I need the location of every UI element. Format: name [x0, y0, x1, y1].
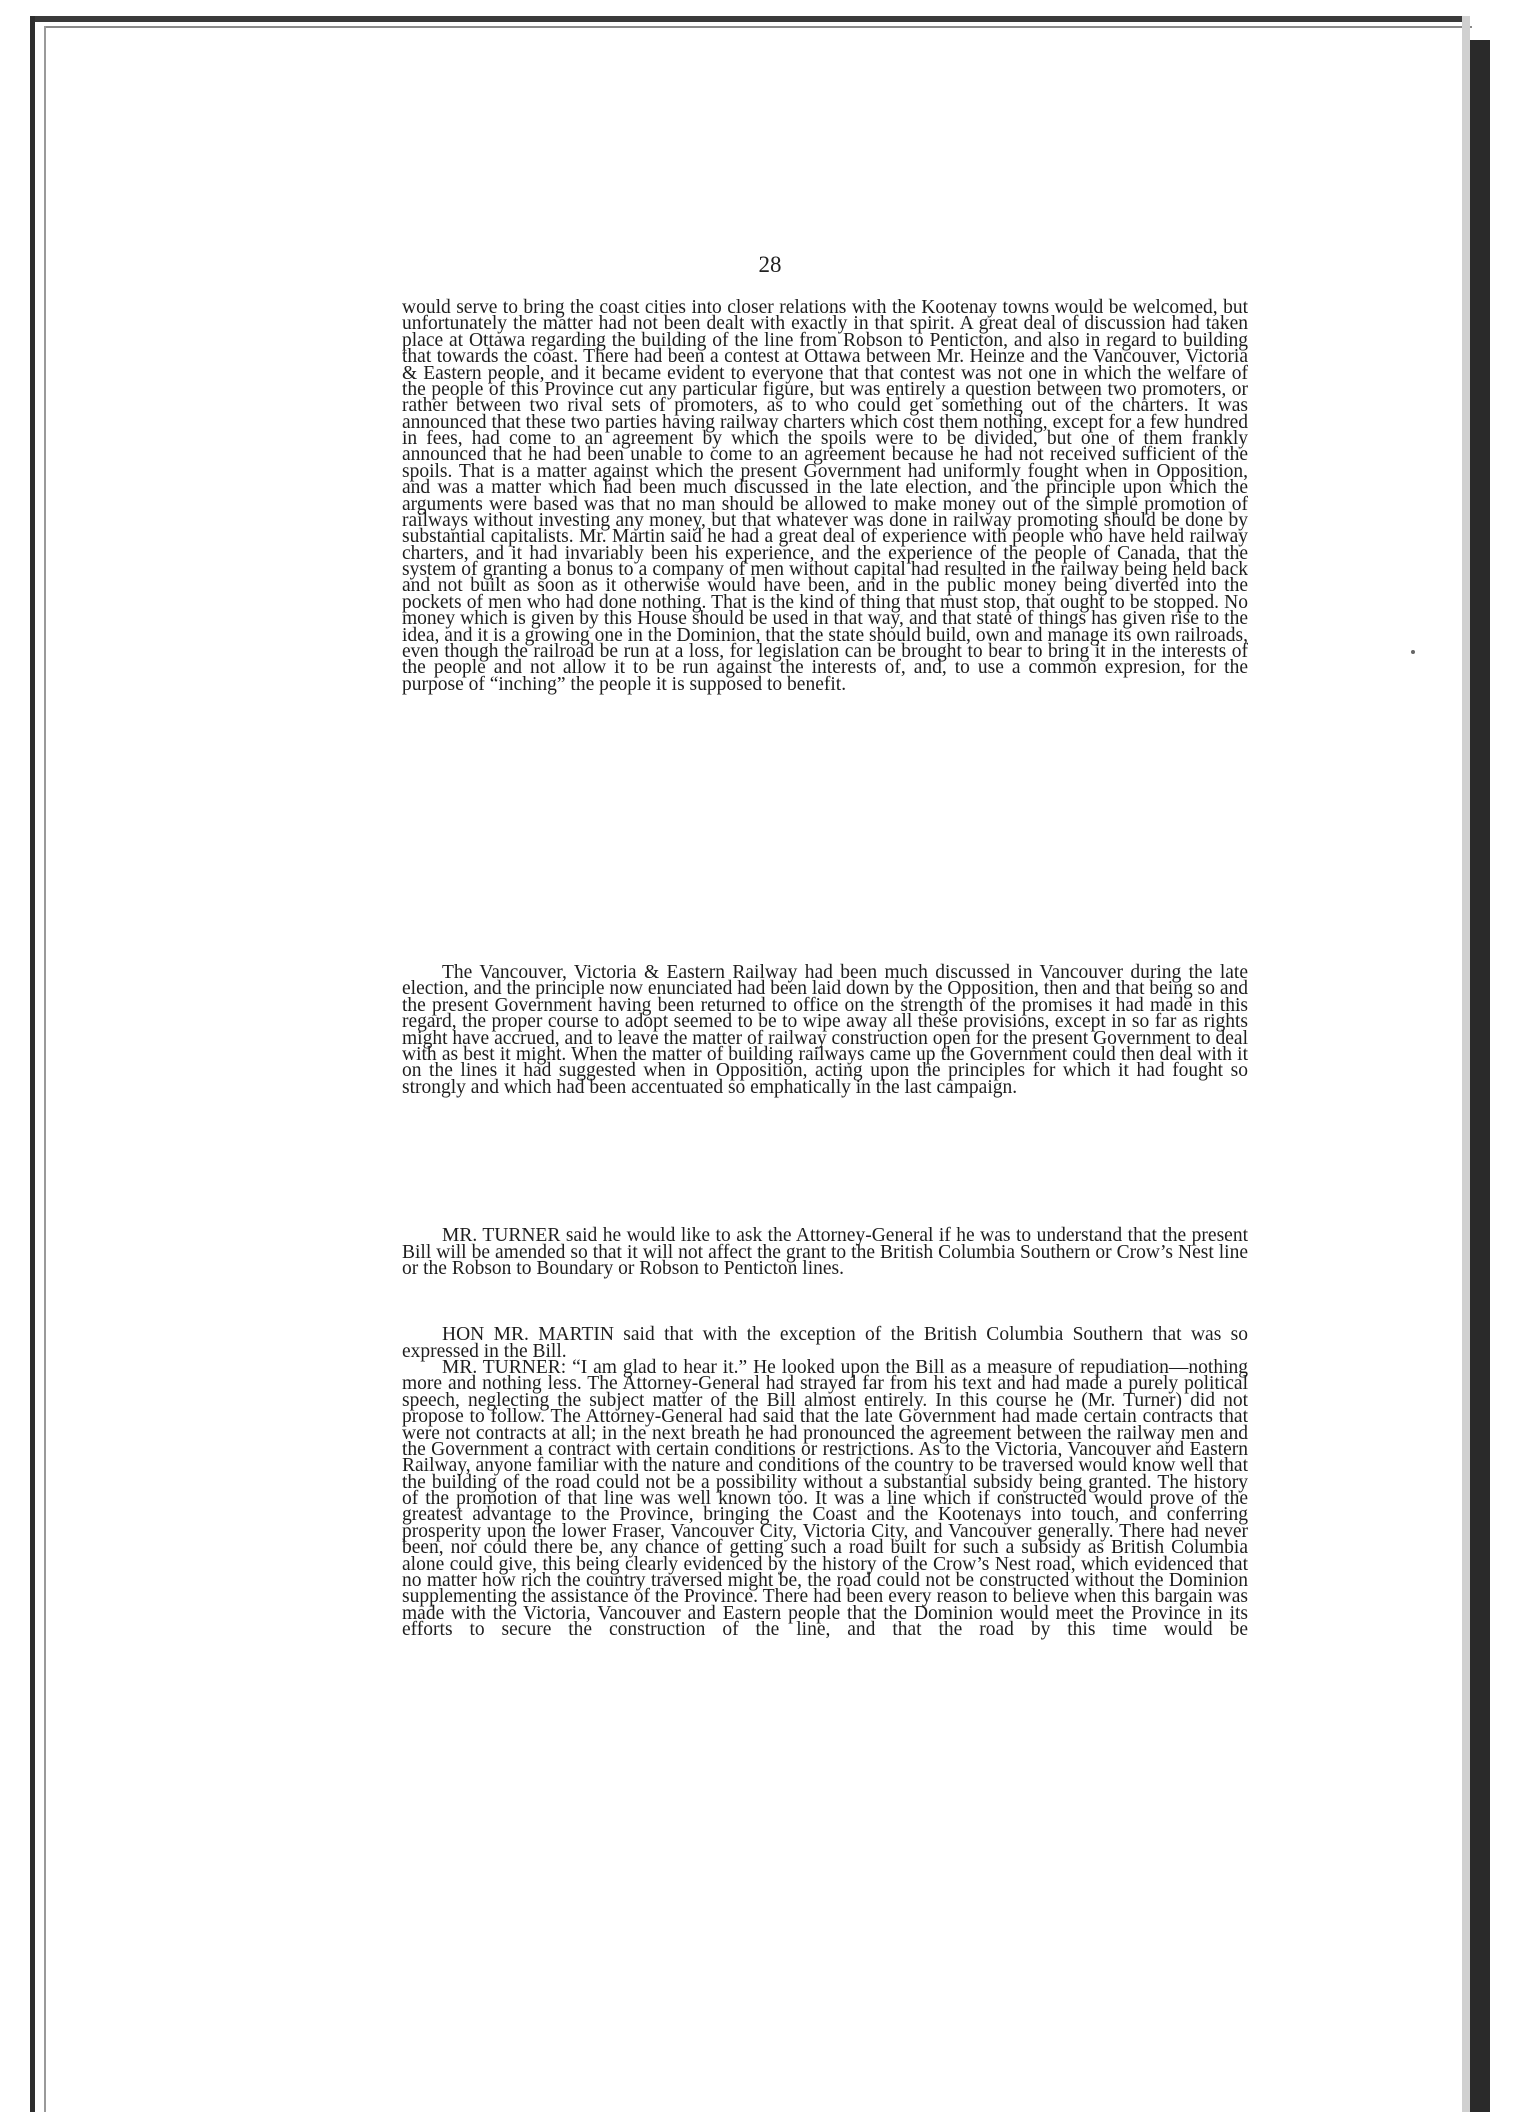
paragraph: MR. TURNER: “I am glad to hear it.” He looked upon the Bill as a measure of repudiation—nothing more and nothing less. The Attorney-General had strayed far from his text and had made a purely political speech, neglecting the subject matter of the Bill almost entirely. In this course he (Mr. Turner) did not propose to follow. The Attorney-General had said that the late Government had made certain contracts that were not contracts at all; in the next breath he had pronounced the agreement between the railway men and the Government a contract with certain conditions or restrictions. As to the Victoria, Vancouver and Eastern Railway, anyone familiar with the nature and conditions of the country to be traversed would know well that the building of the road could not be a possibility without a substantial subsidy being granted. The history of the promotion of that line was well known too. It was a line which if constructed would prove of the greatest advantage to the Province, bringing the Coast and the Kootenays into touch, and conferring prosperity upon the lower Fraser, Vancouver City, Victoria City, and Vancouver generally. There had never been, nor could there be, any chance of getting such a road built for such a subsidy as British Columbia alone could give, this being clearly evidenced by the history of the Crow’s Nest road, which evidenced that no matter how rich the country traversed might be, the road could not be constructed without the Dominion supplementing the assistance of the Province. There had been every reason to believe when this bargain was made with the Victoria, Vancouver and Eastern people that the Dominion would meet the Province in its efforts to secure the construction of the line, and that the road by this time would be — [402, 1357, 1248, 1640]
scan-border-top — [30, 16, 1470, 22]
paragraph: The Vancouver, Victoria & Eastern Railway had been much discussed in Vancouver during the late election, and the principle now enunciated had been laid down by the Opposition, then and that being so and the present Government having been returned to office on the strength of the promises it had made in this regard, the proper course to adopt seemed to be to wipe away all these provisions, except in so far as rights might have accrued, and to leave the matter of railway construction open for the present Government to deal with as best it might. When the matter of building railways came up the Government could then deal with it on the lines it had suggested when in Opposition, acting upon the principles for which it had fought so strongly and which had been accentuated so emphatically in the last campaign. — [402, 962, 1248, 1098]
scan-speck — [1411, 650, 1415, 654]
scan-border-right — [1470, 40, 1490, 2112]
scan-border-right-edge — [1462, 16, 1470, 2112]
paragraph: would serve to bring the coast cities into closer relations with the Kootenay towns would be welcomed, but unfortunately the matter had not been dealt with exactly in that spirit. A great deal of discussion had taken place at Ottawa regarding the building of the line from Robson to Penticton, and also in regard to building that towards the coast. There had been a contest at Ottawa between Mr. Heinze and the Vancouver, Victoria & Eastern people, and it became evident to everyone that that contest was not one in which the welfare of the people of this Province cut any particular figure, but was entirely a question between two promoters, or rather between two rival sets of promoters, as to who could get something out of the charters. It was announced that these two parties having railway charters which cost them nothing, except for a few hundred in fees, had come to an agreement by which the spoils were to be divided, but one of them frankly announced that he had been unable to come to an agreement because he had not received sufficient of the spoils. That is a matter against which the present Government had uniformly fought when in Opposition, and was a matter which had been much discussed in the late election, and the principle upon which the arguments were based was that no man should be allowed to make money out of the simple promotion of railways without investing any money, but that whatever was done in railway promoting should be done by substantial capitalists. Mr. Martin said he had a great deal of experience with people who have held railway charters, and it had invariably been his experience, and the experience of the people of Canada, that the system of granting a bonus to a company of men without capital had resulted in the railway being held back and not built as soon as it otherwise would have been, and in the public money being diverted into the pockets of men who had done nothing. That is the kind of thing that must stop, that ought to be stopped. No money which is given by this House should be used in that way, and that state of things has given rise to the idea, and it is a growing one in the Dominion, that the state should build, own and manage its own railroads, even though the railroad be run at a loss, for legislation can be brought to bear to bring it in the interests of the people and not allow it to be run against the interests of, and, to use a common expresion, for the purpose of “inching” the people it is supposed to benefit. — [402, 297, 1248, 695]
scan-border-top-inner — [44, 26, 1472, 28]
scan-border-left-inner — [44, 26, 46, 2112]
paragraph: HON MR. MARTIN said that with the exception of the British Columbia Southern that was so expressed in the Bill. — [402, 1324, 1248, 1362]
page-number: 28 — [758, 252, 782, 277]
paragraph: MR. TURNER said he would like to ask the Attorney-General if he was to understand that the present Bill will be amended so that it will not affect the grant to the British Columbia Southern or Crow’s Nest line or the Robson to Boundary or Robson to Penticton lines. — [402, 1225, 1248, 1279]
scan-border-left — [30, 16, 35, 2112]
